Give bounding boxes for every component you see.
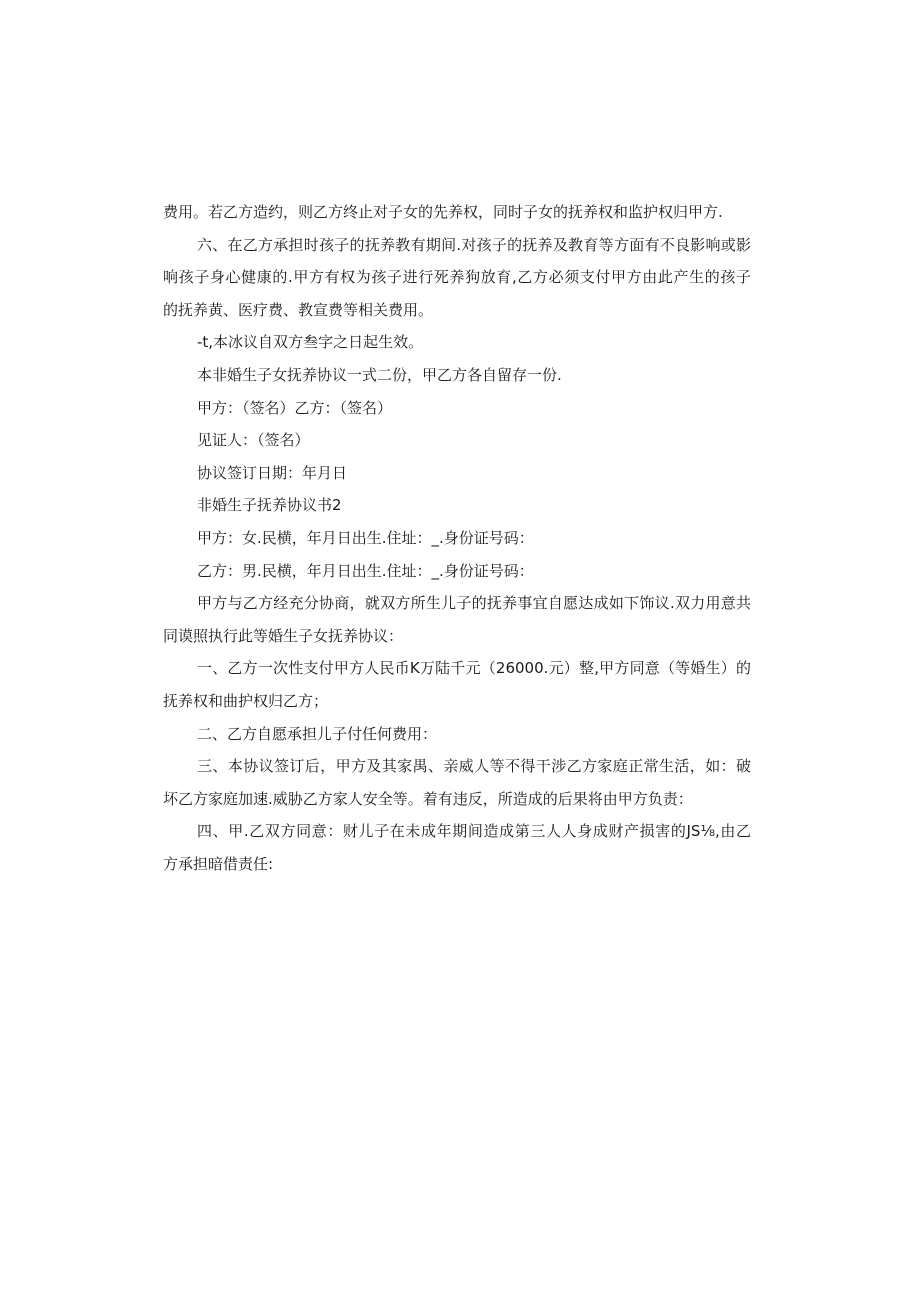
document-line: 方承担暗借责任: <box>163 854 274 873</box>
document-line: 六、在乙方承担时孩子的抚养教有期间.对孩子的抚养及教育等方面有不良影响或影 <box>197 235 751 254</box>
document-line: 一、乙方一次性支付甲方人民币K万陆千元（26000.元）整,甲方同意（等婚生）的 <box>197 659 751 678</box>
document-line: 见证人：（签名） <box>197 431 310 450</box>
document-line: 费用。若乙方造约，则乙方终止对子女的先养权，同时子女的抚养权和监护权归甲方. <box>163 203 723 221</box>
document-line: 二、乙方自愿承担儿子付任何费用： <box>197 724 438 743</box>
document-line: 非婚生子抚养协议书2 <box>197 496 342 515</box>
document-line: 抚养权和曲护权归乙方； <box>163 691 329 710</box>
document-line: 坏乙方家庭加速.威胁乙方家人安全等。着有违反，所造成的后果将由甲方负责： <box>163 789 693 808</box>
document-line: 甲方与乙方经充分协商，就双方所生儿子的抚养事宜自愿达成如下饰议.双力用意共 <box>197 594 751 613</box>
document-line: 本非婚生子女抚养协议一式二份，甲乙方各自留存一份. <box>197 365 562 384</box>
document-line: 乙方：男.民横，年月日出生.住址：_.身份证号码： <box>197 561 534 580</box>
document-line: 四、甲.乙双方同意：财儿子在未成年期间造成第三人人身成财产损害的JS⅛,由乙 <box>197 822 751 841</box>
document-line: 响孩子身心健康的.甲方有权为孩子进行死养狗放育,乙方必须支付甲方由此产生的孩子 <box>163 268 751 287</box>
document-line: 甲方：（签名）乙方：（签名） <box>197 398 393 417</box>
document-line: 协议签订日期：年月日 <box>197 463 348 482</box>
document-line: 甲方：女.民横，年月日出生.住址：_.身份证号码： <box>197 528 534 547</box>
document-line: 的抚养黄、医疗费、教宣费等相关费用。 <box>163 300 434 319</box>
document-line: -t,本冰议自双方叁字之日起生效。 <box>197 333 424 352</box>
document-line: 同谟照执行此等婚生子女抚养协议： <box>163 626 404 645</box>
document-body <box>163 196 751 880</box>
document-line: 三、本协议签订后，甲方及其家禺、亲威人等不得干涉乙方家庭正常生活，如：破 <box>197 757 751 776</box>
